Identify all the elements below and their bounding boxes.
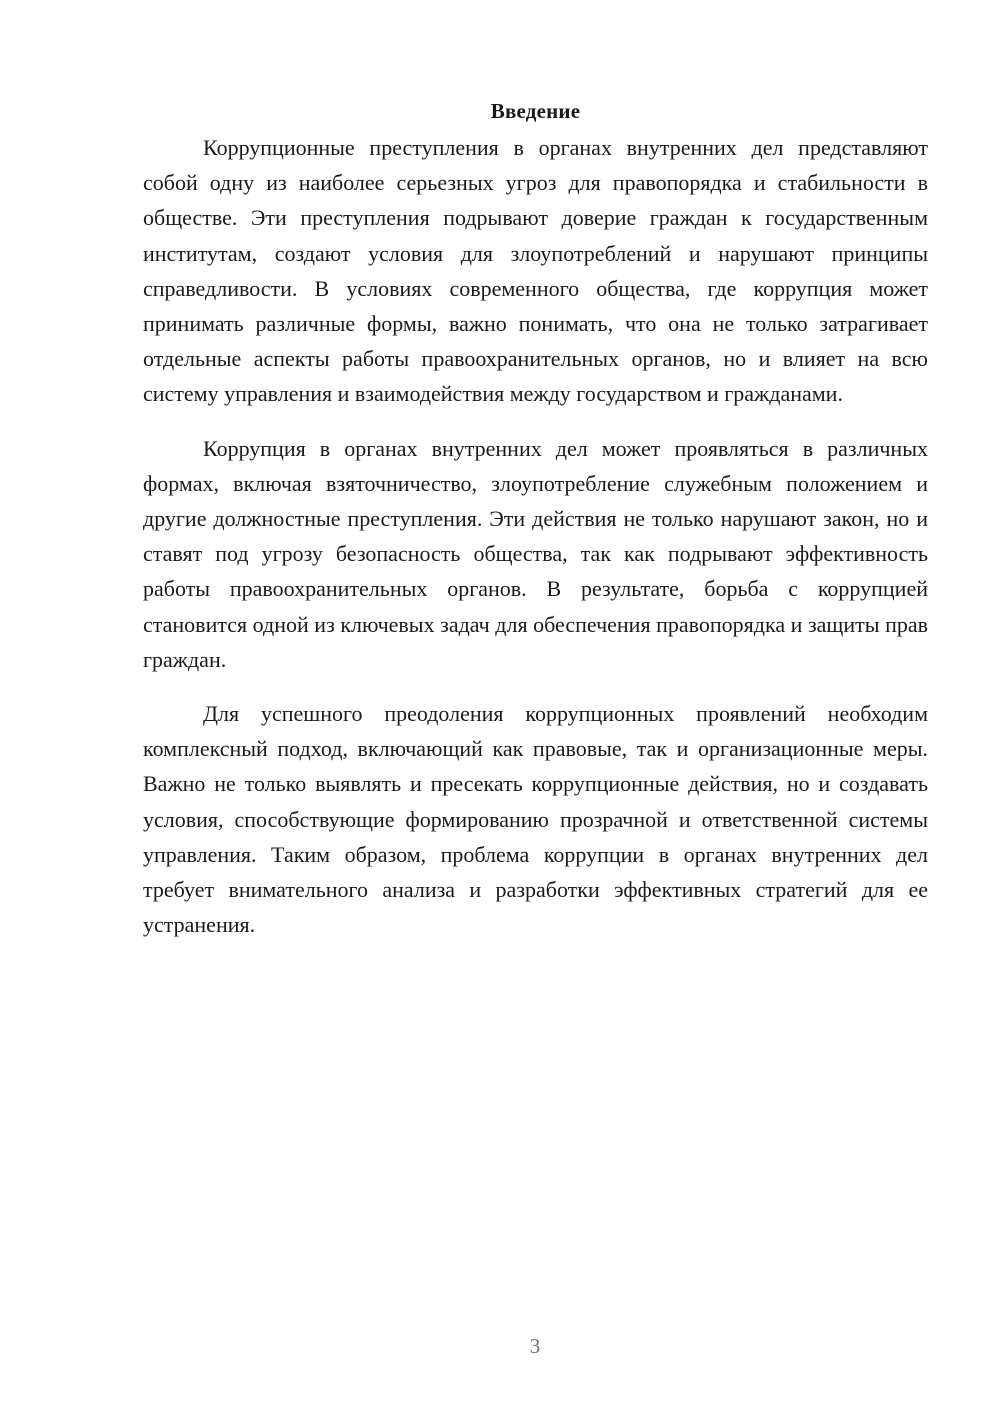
paragraph-2: Коррупция в органах внутренних дел может проявляться в различных формах, включая взяточничество, злоупотребление служебным положением и другие должностные преступления. Эти действия не только нарушают закон, но и ставят под угрозу безопасность общества, так как подрывают эффективность работы правоохранительных органов. В результате, борьба с коррупцией становится одной из ключевых задач для обеспечения правопорядка и защиты прав граждан. [143,435,928,672]
section-heading: Введение [490,99,581,123]
page-number: 3 [529,1334,541,1358]
paragraph-1: Коррупционные преступления в органах внутренних дел представляют собой одну из наиболее серьезных угроз для правопорядка и стабильности в обществе. Эти преступления подрывают доверие граждан к государственным институтам, создают условия для злоупотреблений и нарушают принципы справедливости. В условиях современного общества, где коррупция может принимать различные формы, важно понимать, что она не только затрагивает отдельные аспекты работы правоохранительных органов, но и влияет на всю систему управления и взаимодействия между государством и гражданами. [143,135,928,407]
paragraph-3: Для успешного преодоления коррупционных проявлений необходим комплексный подход, включающий как правовые, так и организационные меры. Важно не только выявлять и пресекать коррупционные действия, но и создавать условия, способствующие формированию прозрачной и ответственной системы управления. Таким образом, проблема коррупции в органах внутренних дел требует внимательного анализа и разработки эффективных стратегий для ее устранения. [143,701,928,938]
document-body [143,96,928,961]
